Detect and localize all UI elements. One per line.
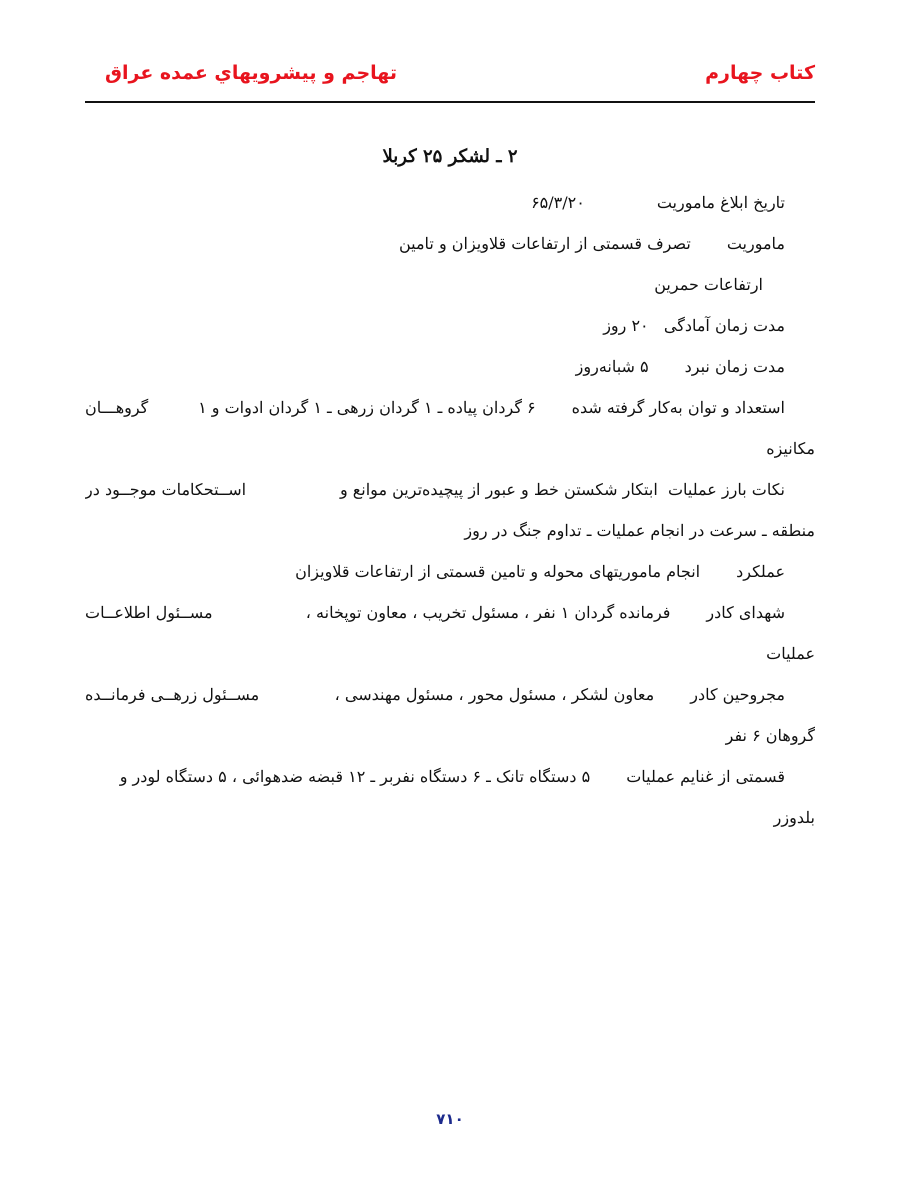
wounded-value: معاون لشکر ، مسئول محور ، مسئول مهندسی ، — [334, 685, 655, 704]
mission-date-value: ۶۵/۳/۲۰ — [531, 193, 585, 212]
mission-date-line — [85, 182, 815, 223]
forces-line — [85, 387, 815, 428]
wounded-line — [85, 674, 815, 715]
highlights-value: ابتکار شکستن خط و عبور از پیچیده‌ترین موانع و — [339, 480, 658, 499]
forces-continuation-line — [85, 428, 815, 469]
wounded-label: مجروحین کادر — [690, 685, 785, 704]
mission-label: ماموریت — [726, 234, 785, 253]
wounded-end: مســئول زرهــی فرمانــده — [85, 685, 260, 704]
martyrs-end: مســئول اطلاعــات — [85, 603, 213, 622]
performance-value: انجام ماموریتهای محوله و تامین قسمتی از ارتفاعات قلاویزان — [295, 562, 701, 581]
performance-line — [85, 551, 815, 592]
martyrs-value: فرمانده گردان ۱ نفر ، مسئول تخریب ، معاون توپخانه ، — [305, 603, 671, 622]
highlights-label: نکات بارز عملیات — [667, 480, 785, 499]
highlights-continuation: منطقه ـ سرعت در انجام عملیات ـ تداوم جنگ در روز — [464, 521, 815, 540]
mission-line — [85, 223, 815, 264]
book-title: تهاجم و پيشرويهاي عمده عراق — [105, 62, 397, 84]
martyrs-continuation-line — [85, 633, 815, 674]
forces-continuation: مکانیزه — [766, 439, 815, 458]
mission-continuation-line — [85, 264, 815, 305]
mission-continuation: ارتفاعات حمرین — [654, 275, 763, 294]
mission-date-label: تاریخ ابلاغ ماموریت — [656, 193, 785, 212]
highlights-continuation-line — [85, 510, 815, 551]
spoils-label: قسمتی از غنایم عملیات — [626, 767, 785, 786]
forces-label: استعداد و توان به‌کار گرفته شده — [571, 398, 785, 417]
header-rule — [85, 101, 815, 103]
highlights-line — [85, 469, 815, 510]
readiness-line — [85, 305, 815, 346]
battle-duration-label: مدت زمان نبرد — [684, 357, 785, 376]
page-number: ۷۱۰ — [436, 1110, 464, 1128]
battle-duration-value: ۵ شبانه‌روز — [575, 357, 649, 376]
readiness-value: ۲۰ روز — [603, 316, 649, 335]
mission-value: تصرف قسمتی از ارتفاعات قلاویزان و تامین — [398, 234, 691, 253]
battle-duration-line — [85, 346, 815, 387]
martyrs-label: شهدای کادر — [706, 603, 785, 622]
forces-end: گروهـــان — [85, 398, 149, 417]
spoils-continuation: بلدوزر — [773, 808, 815, 827]
document-body — [85, 182, 815, 838]
spoils-value: ۵ دستگاه تانک ـ ۶ دستگاه نفربر ـ ۱۲ قبضه ضدهوائی ، ۵ دستگاه لودر و — [119, 767, 591, 786]
wounded-continuation-line — [85, 715, 815, 756]
forces-value: ۶ گردان پیاده ـ ۱ گردان زرهی ـ ۱ گردان ادوات و ۱ — [198, 398, 536, 417]
highlights-end: اســتحکامات موجــود در — [85, 480, 247, 499]
book-label: كتاب چهارم — [705, 62, 815, 84]
readiness-label: مدت زمان آمادگی — [663, 316, 785, 335]
performance-label: عملکرد — [736, 562, 785, 581]
running-header — [105, 56, 815, 90]
wounded-continuation: گروهان ۶ نفر — [725, 726, 815, 745]
martyrs-line — [85, 592, 815, 633]
martyrs-continuation: عملیات — [766, 644, 815, 663]
section-title: ۲ ـ لشکر ۲۵ کربلا — [382, 146, 518, 167]
spoils-continuation-line — [85, 797, 815, 838]
spoils-line — [85, 756, 815, 797]
